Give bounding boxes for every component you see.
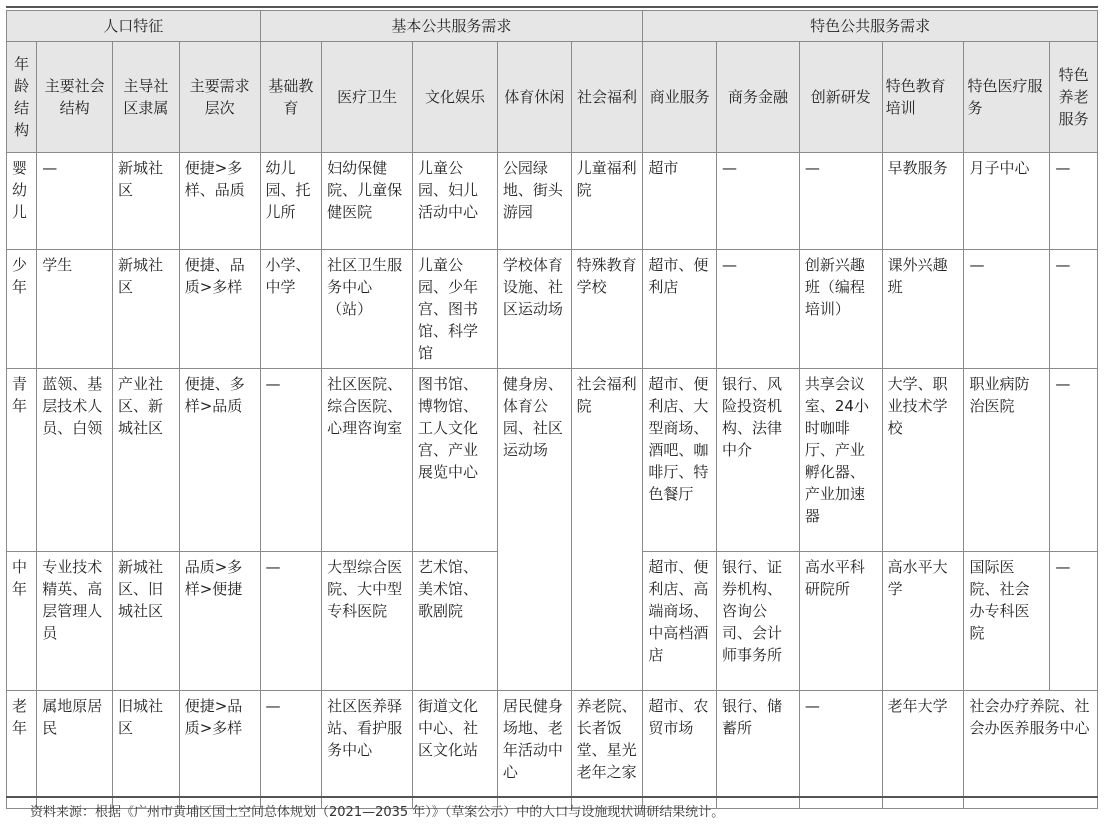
cell-social: 专业技术精英、高层管理人员 bbox=[37, 552, 113, 691]
cell-innovation: 高水平科研院所 bbox=[799, 552, 882, 691]
cell-medical: 妇幼保健院、儿童保健医院 bbox=[322, 153, 413, 250]
cell-demand: 便捷、品质>多样 bbox=[179, 250, 260, 369]
cell-edu: 小学、中学 bbox=[260, 250, 322, 369]
cell-commerce: 超市、便利店、高端商场、中高档酒店 bbox=[643, 552, 717, 691]
cell-welfare: 养老院、长者饭堂、星光老年之家 bbox=[571, 691, 643, 809]
cell-sports: 学校体育设施、社区运动场 bbox=[497, 250, 571, 369]
group-header-population: 人口特征 bbox=[7, 11, 261, 42]
table-row bbox=[7, 153, 1098, 250]
cell-age: 老年 bbox=[7, 691, 37, 809]
column-header: 医疗卫生 bbox=[322, 42, 413, 153]
cell-special-elder: — bbox=[1050, 552, 1098, 691]
column-header: 社会福利 bbox=[571, 42, 643, 153]
cell-finance: 银行、风险投资机构、法律中介 bbox=[717, 369, 800, 552]
column-header: 特色医疗服务 bbox=[964, 42, 1050, 153]
cell-age: 少年 bbox=[7, 250, 37, 369]
cell-special-edu: 课外兴趣班 bbox=[882, 250, 964, 369]
cell-age: 青年 bbox=[7, 369, 37, 552]
table-row bbox=[7, 369, 1098, 552]
cell-culture: 儿童公园、少年宫、图书馆、科学馆 bbox=[413, 250, 498, 369]
cell-special-edu: 高水平大学 bbox=[882, 552, 964, 691]
cell-welfare: 特殊教育学校 bbox=[571, 250, 643, 369]
cell-welfare: 社会福利院 bbox=[571, 369, 643, 691]
cell-commerce: 超市、农贸市场 bbox=[643, 691, 717, 809]
cell-edu: — bbox=[260, 369, 322, 552]
cell-demand: 便捷>多样、品质 bbox=[179, 153, 260, 250]
cell-special-med: 国际医院、社会办专科医院 bbox=[964, 552, 1050, 691]
cell-community: 新城社区 bbox=[113, 153, 180, 250]
cell-age: 婴幼儿 bbox=[7, 153, 37, 250]
cell-medical: 大型综合医院、大中型专科医院 bbox=[322, 552, 413, 691]
cell-innovation: 共享会议室、24小时咖啡厅、产业孵化器、产业加速器 bbox=[799, 369, 882, 552]
top-rule bbox=[6, 6, 1098, 8]
cell-community: 新城社区 bbox=[113, 250, 180, 369]
column-header: 主导社区隶属 bbox=[113, 42, 180, 153]
cell-special-elder: — bbox=[1050, 250, 1098, 369]
column-header: 创新研发 bbox=[799, 42, 882, 153]
table-row bbox=[7, 691, 1098, 809]
cell-social: 蓝领、基层技术人员、白领 bbox=[37, 369, 113, 552]
column-header: 基础教育 bbox=[260, 42, 322, 153]
cell-sports: 健身房、体育公园、社区运动场 bbox=[497, 369, 571, 691]
cell-commerce: 超市、便利店、大型商场、酒吧、咖啡厅、特色餐厅 bbox=[643, 369, 717, 552]
cell-community: 产业社区、新城社区 bbox=[113, 369, 180, 552]
cell-finance: — bbox=[717, 250, 800, 369]
cell-medical: 社区卫生服务中心（站） bbox=[322, 250, 413, 369]
cell-demand: 便捷>品质>多样 bbox=[179, 691, 260, 809]
cell-edu: 幼儿园、托儿所 bbox=[260, 153, 322, 250]
group-header-row bbox=[7, 11, 1098, 42]
table-row bbox=[7, 250, 1098, 369]
group-header-basic-services: 基本公共服务需求 bbox=[260, 11, 643, 42]
cell-finance: 银行、证券机构、咨询公司、会计师事务所 bbox=[717, 552, 800, 691]
cell-community: 新城社区、旧城社区 bbox=[113, 552, 180, 691]
cell-demand: 便捷、多样>品质 bbox=[179, 369, 260, 552]
cell-special-elder: — bbox=[1050, 153, 1098, 250]
cell-innovation: — bbox=[799, 153, 882, 250]
cell-finance: 银行、储蓄所 bbox=[717, 691, 800, 809]
column-header: 体育休闲 bbox=[497, 42, 571, 153]
cell-finance: — bbox=[717, 153, 800, 250]
cell-medical: 社区医养驿站、看护服务中心 bbox=[322, 691, 413, 809]
column-header: 商务金融 bbox=[717, 42, 800, 153]
cell-community: 旧城社区 bbox=[113, 691, 180, 809]
cell-special-elder: — bbox=[1050, 369, 1098, 552]
cell-special-edu: 大学、职业技术学校 bbox=[882, 369, 964, 552]
cell-medical: 社区医院、综合医院、心理咨询室 bbox=[322, 369, 413, 552]
cell-culture: 图书馆、博物馆、工人文化宫、产业展览中心 bbox=[413, 369, 498, 552]
cell-commerce: 超市 bbox=[643, 153, 717, 250]
source-note: 资料来源：根据《广州市黄埔区国土空间总体规划（2021—2035 年）》（草案公示）中的人口与设施现状调研结果统计。 bbox=[30, 805, 725, 820]
cell-social: 学生 bbox=[37, 250, 113, 369]
column-header-row bbox=[7, 42, 1098, 153]
group-header-special-services: 特色公共服务需求 bbox=[643, 11, 1098, 42]
cell-special-med: — bbox=[964, 250, 1050, 369]
cell-commerce: 超市、便利店 bbox=[643, 250, 717, 369]
cell-innovation: 创新兴趣班（编程培训） bbox=[799, 250, 882, 369]
cell-special-edu: 早教服务 bbox=[882, 153, 964, 250]
column-header: 文化娱乐 bbox=[413, 42, 498, 153]
column-header: 商业服务 bbox=[643, 42, 717, 153]
cell-sports: 居民健身场地、老年活动中心 bbox=[497, 691, 571, 809]
service-demand-table bbox=[6, 10, 1098, 809]
column-header: 主要社会结构 bbox=[37, 42, 113, 153]
cell-sports: 公园绿地、街头游园 bbox=[497, 153, 571, 250]
cell-special-med: 社会办疗养院、社会办医养服务中心 bbox=[964, 691, 1098, 809]
column-header: 特色教育培训 bbox=[882, 42, 964, 153]
cell-culture: 街道文化中心、社区文化站 bbox=[413, 691, 498, 809]
cell-social: — bbox=[37, 153, 113, 250]
cell-culture: 儿童公园、妇儿活动中心 bbox=[413, 153, 498, 250]
bottom-rule bbox=[6, 796, 1098, 798]
cell-special-edu: 老年大学 bbox=[882, 691, 964, 809]
cell-edu: — bbox=[260, 691, 322, 809]
cell-special-med: 月子中心 bbox=[964, 153, 1050, 250]
column-header: 主要需求层次 bbox=[179, 42, 260, 153]
cell-culture: 艺术馆、美术馆、歌剧院 bbox=[413, 552, 498, 691]
column-header: 年龄结构 bbox=[7, 42, 37, 153]
cell-edu: — bbox=[260, 552, 322, 691]
cell-welfare: 儿童福利院 bbox=[571, 153, 643, 250]
cell-social: 属地原居民 bbox=[37, 691, 113, 809]
cell-special-med: 职业病防治医院 bbox=[964, 369, 1050, 552]
cell-innovation: — bbox=[799, 691, 882, 809]
cell-demand: 品质>多样>便捷 bbox=[179, 552, 260, 691]
cell-age: 中年 bbox=[7, 552, 37, 691]
column-header: 特色养老服务 bbox=[1050, 42, 1098, 153]
